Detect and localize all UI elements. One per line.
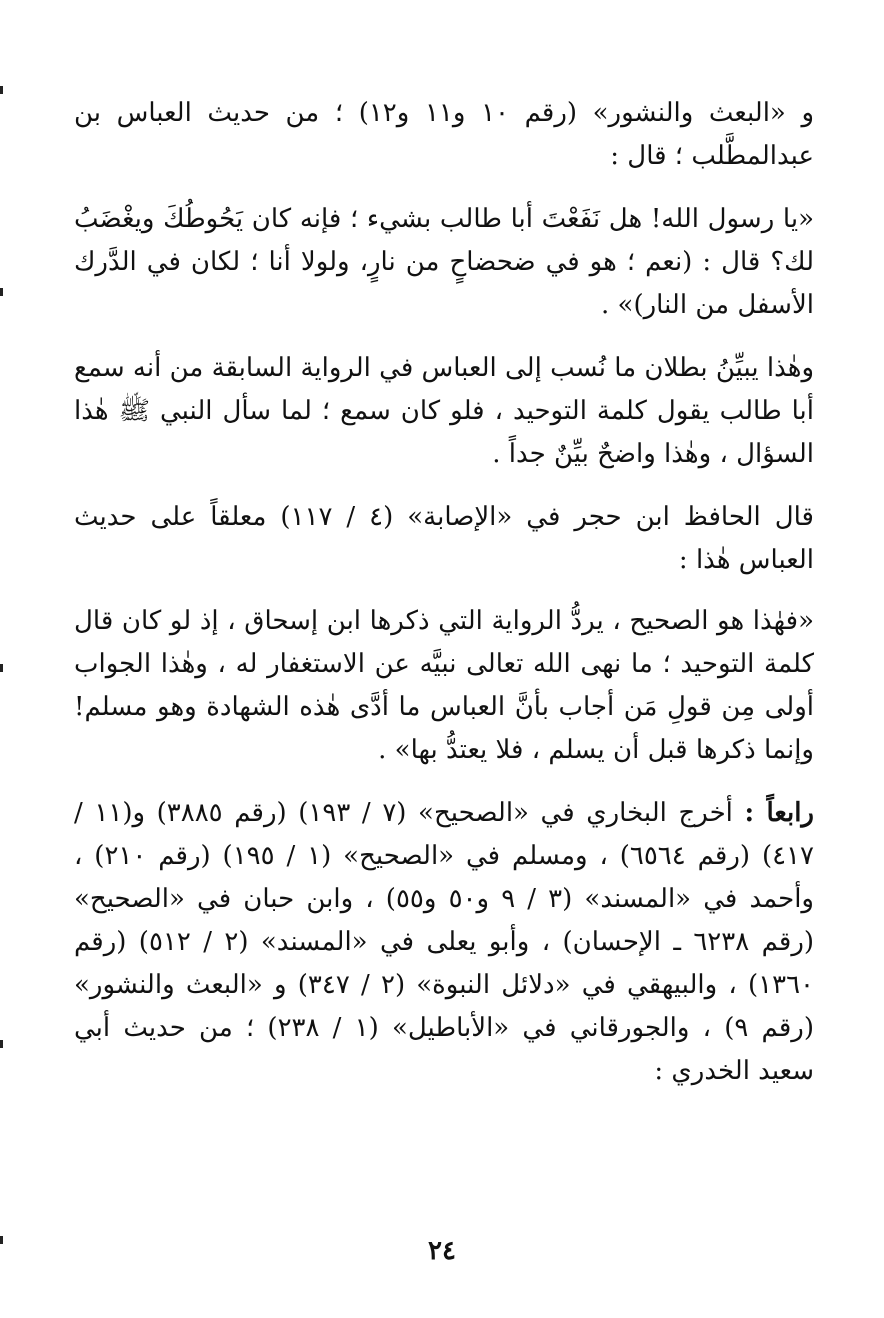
scan-edge-mark	[0, 86, 3, 94]
paragraph-ibn-hajar-quote: «فهٰذا هو الصحيح ، يردُّ الرواية التي ذكرها ابن إسحاق ، إذ لو كان قال كلمة التوحيد ؛ ما نهى الله تعالى نبيَّه عن الاستغفار له ، وهٰذا الجواب أولى مِن قولِ مَن أجاب بأنَّ العباس ما أدَّى هٰذه الشهادة وهو مسلم! وإنما ذكرها قبل أن يسلم ، فلا يعتدُّ بها» .	[74, 606, 814, 765]
paragraph-commentary: وهٰذا يبيِّنُ بطلان ما نُسب إلى العباس في الرواية السابقة من أنه سمع أبا طالب يقول كلمة التوحيد ، فلو كان سمع ؛ لما سأل النبي ﷺ هٰذا السؤال ، وهٰذا واضحٌ بيِّنٌ جداً .	[74, 353, 814, 469]
paragraph-ibn-hajar-intro: قال الحافظ ابن حجر في «الإصابة» (٤ / ١١٧) معلقاً على حديث العباس هٰذا :	[74, 502, 814, 575]
section-lead: رابعاً :	[744, 798, 814, 828]
scan-edge-mark	[0, 664, 3, 672]
page-number: ٢٤	[428, 1236, 456, 1266]
paragraph-fourth-point	[74, 792, 814, 1093]
section-text: أخرج البخاري في «الصحيح» (٧ / ١٩٣) (رقم ٣٨٨٥) و(١١ / ٤١٧) (رقم ٦٥٦٤) ، ومسلم في «الصحيح» (١ / ١٩٥) (رقم ٢١٠) ، وأحمد في «المسند» (٣ / ٩ و٥٠ و٥٥) ، وابن حبان في «الصحيح» (رقم ٦٢٣٨ ـ الإحسان) ، وأبو يعلى في «المسند» (٢ / ٥١٢) (رقم ١٣٦٠) ، والبيهقي في «دلائل النبوة» (٢ / ٣٤٧) و «البعث والنشور» (رقم ٩) ، والجورقاني في «الأباطيل» (١ / ٢٣٨) ؛ من حديث أبي سعيد الخدري :	[74, 798, 815, 1086]
scan-edge-mark	[0, 288, 3, 296]
scan-edge-mark	[0, 1040, 3, 1048]
page-body	[74, 92, 814, 1113]
paragraph-hadith-quote: «يا رسول الله! هل نَفَعْتَ أبا طالب بشيء ؛ فإنه كان يَحُوطُكَ ويغْضَبُ لك؟ قال : (نعم ؛ هو في ضحضاحٍ من نارٍ، ولولا أنا ؛ لكان في الدَّرك الأسفل من النار)» .	[74, 204, 814, 320]
scan-edge-mark	[0, 1236, 3, 1244]
paragraph-source-intro: و «البعث والنشور» (رقم ١٠ و١١ و١٢) ؛ من حديث العباس بن عبدالمطَّلب ؛ قال :	[74, 98, 814, 171]
